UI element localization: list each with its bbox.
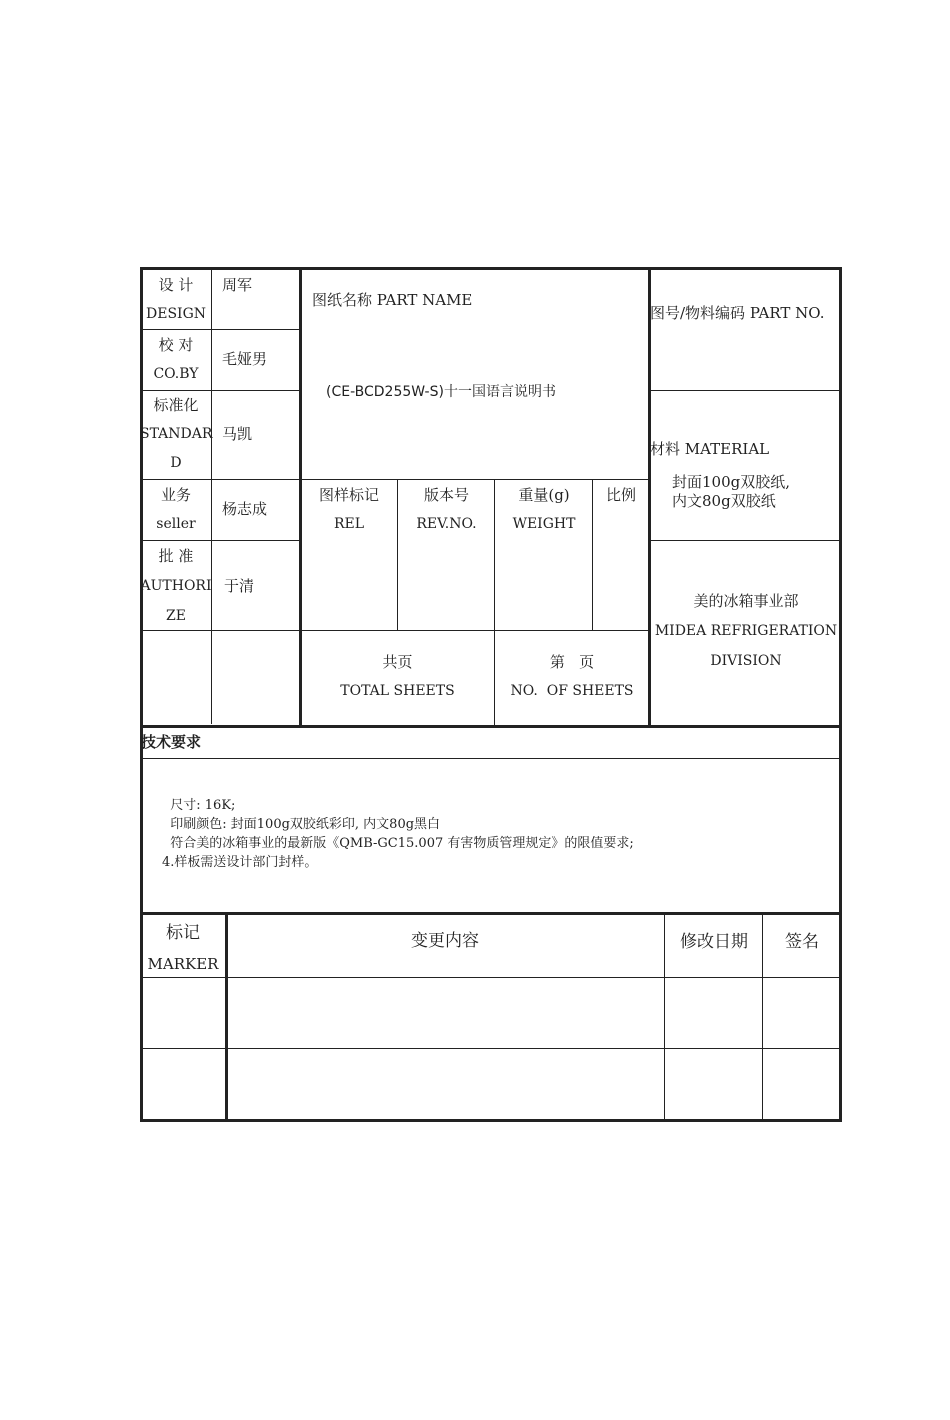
marker-cn: 标记 <box>166 923 200 943</box>
part-name-label: 图纸名称 PART NAME <box>312 291 473 309</box>
tech-line: 符合美的冰箱事业的最新版《QMB-GC15.007 有害物质管理规定》的限值要求; <box>162 836 634 851</box>
company-en-1: MIDEA REFRIGERATION <box>654 623 838 639</box>
seller-label-cn: 业务 <box>160 486 191 504</box>
rev-en: REV.NO. <box>416 516 477 532</box>
design-label-en: DESIGN <box>146 306 206 322</box>
border-right <box>839 267 842 1122</box>
standard-name: 马凯 <box>222 425 253 443</box>
company-en-2: DIVISION <box>710 653 782 669</box>
divider <box>140 912 842 915</box>
signature-header: 签名 <box>785 932 819 952</box>
divider <box>140 479 300 480</box>
scale-cn: 比例 <box>605 486 636 504</box>
tech-line: 4.样板需送设计部门封样。 <box>162 855 318 870</box>
authorize-label-en: AUTHORI <box>140 578 212 594</box>
sheet-no-en: NO. OF SHEETS <box>510 683 634 699</box>
seller-label-en: seller <box>156 516 196 532</box>
drawing-title-block <box>140 267 842 1122</box>
material-label: 材料 MATERIAL <box>650 440 770 458</box>
divider <box>649 390 841 391</box>
tech-line: 印刷颜色: 封面100g双胶纸彩印, 内文80g黑白 <box>162 817 441 832</box>
divider <box>140 540 300 541</box>
change-content-header: 变更内容 <box>411 931 479 951</box>
change-date-header: 修改日期 <box>680 932 748 952</box>
divider <box>140 725 842 728</box>
part-no-label: 图号/物料编码 PART NO. <box>650 304 825 322</box>
divider <box>140 758 842 759</box>
rel-en: REL <box>333 516 365 532</box>
standard-label-en-2: D <box>170 455 182 471</box>
divider <box>300 630 649 631</box>
part-name: (CE-BCD255W-S)十一国语言说明书 <box>326 384 556 400</box>
check-label-en: CO.BY <box>153 366 199 382</box>
divider <box>140 1048 842 1049</box>
weight-cn: 重量(g) <box>518 486 570 504</box>
standard-label-en: STANDAR <box>140 426 213 442</box>
divider <box>649 540 841 541</box>
design-label-cn: 设 计 <box>158 276 194 294</box>
border-bottom <box>140 1119 842 1122</box>
divider <box>300 479 649 480</box>
divider <box>140 329 300 330</box>
authorizer-name: 于清 <box>224 577 255 595</box>
total-cn: 共页 <box>382 653 413 671</box>
total-en: TOTAL SHEETS <box>340 683 455 699</box>
rel-cn: 图样标记 <box>318 486 379 504</box>
tech-line: 尺寸: 16K; <box>162 798 236 813</box>
authorize-label-en-2: ZE <box>166 608 186 624</box>
border-top <box>140 267 842 270</box>
check-label-cn: 校 对 <box>158 336 194 354</box>
tech-heading: 技术要求 <box>141 733 202 751</box>
sheet-no-cn: 第 页 <box>549 653 595 671</box>
authorize-label-cn: 批 准 <box>158 547 194 565</box>
divider <box>140 977 842 978</box>
standard-label-cn: 标准化 <box>153 396 199 414</box>
material-line-1: 封面100g双胶纸, <box>672 473 791 491</box>
weight-en: WEIGHT <box>512 516 576 532</box>
seller-name: 杨志成 <box>222 500 268 518</box>
checker-name: 毛娅男 <box>222 350 268 368</box>
material-line-2: 内文80g双胶纸 <box>672 492 776 510</box>
designer-name: 周军 <box>222 276 253 294</box>
marker-en: MARKER <box>147 955 219 973</box>
company-cn: 美的冰箱事业部 <box>693 592 799 610</box>
rev-cn: 版本号 <box>423 486 469 504</box>
